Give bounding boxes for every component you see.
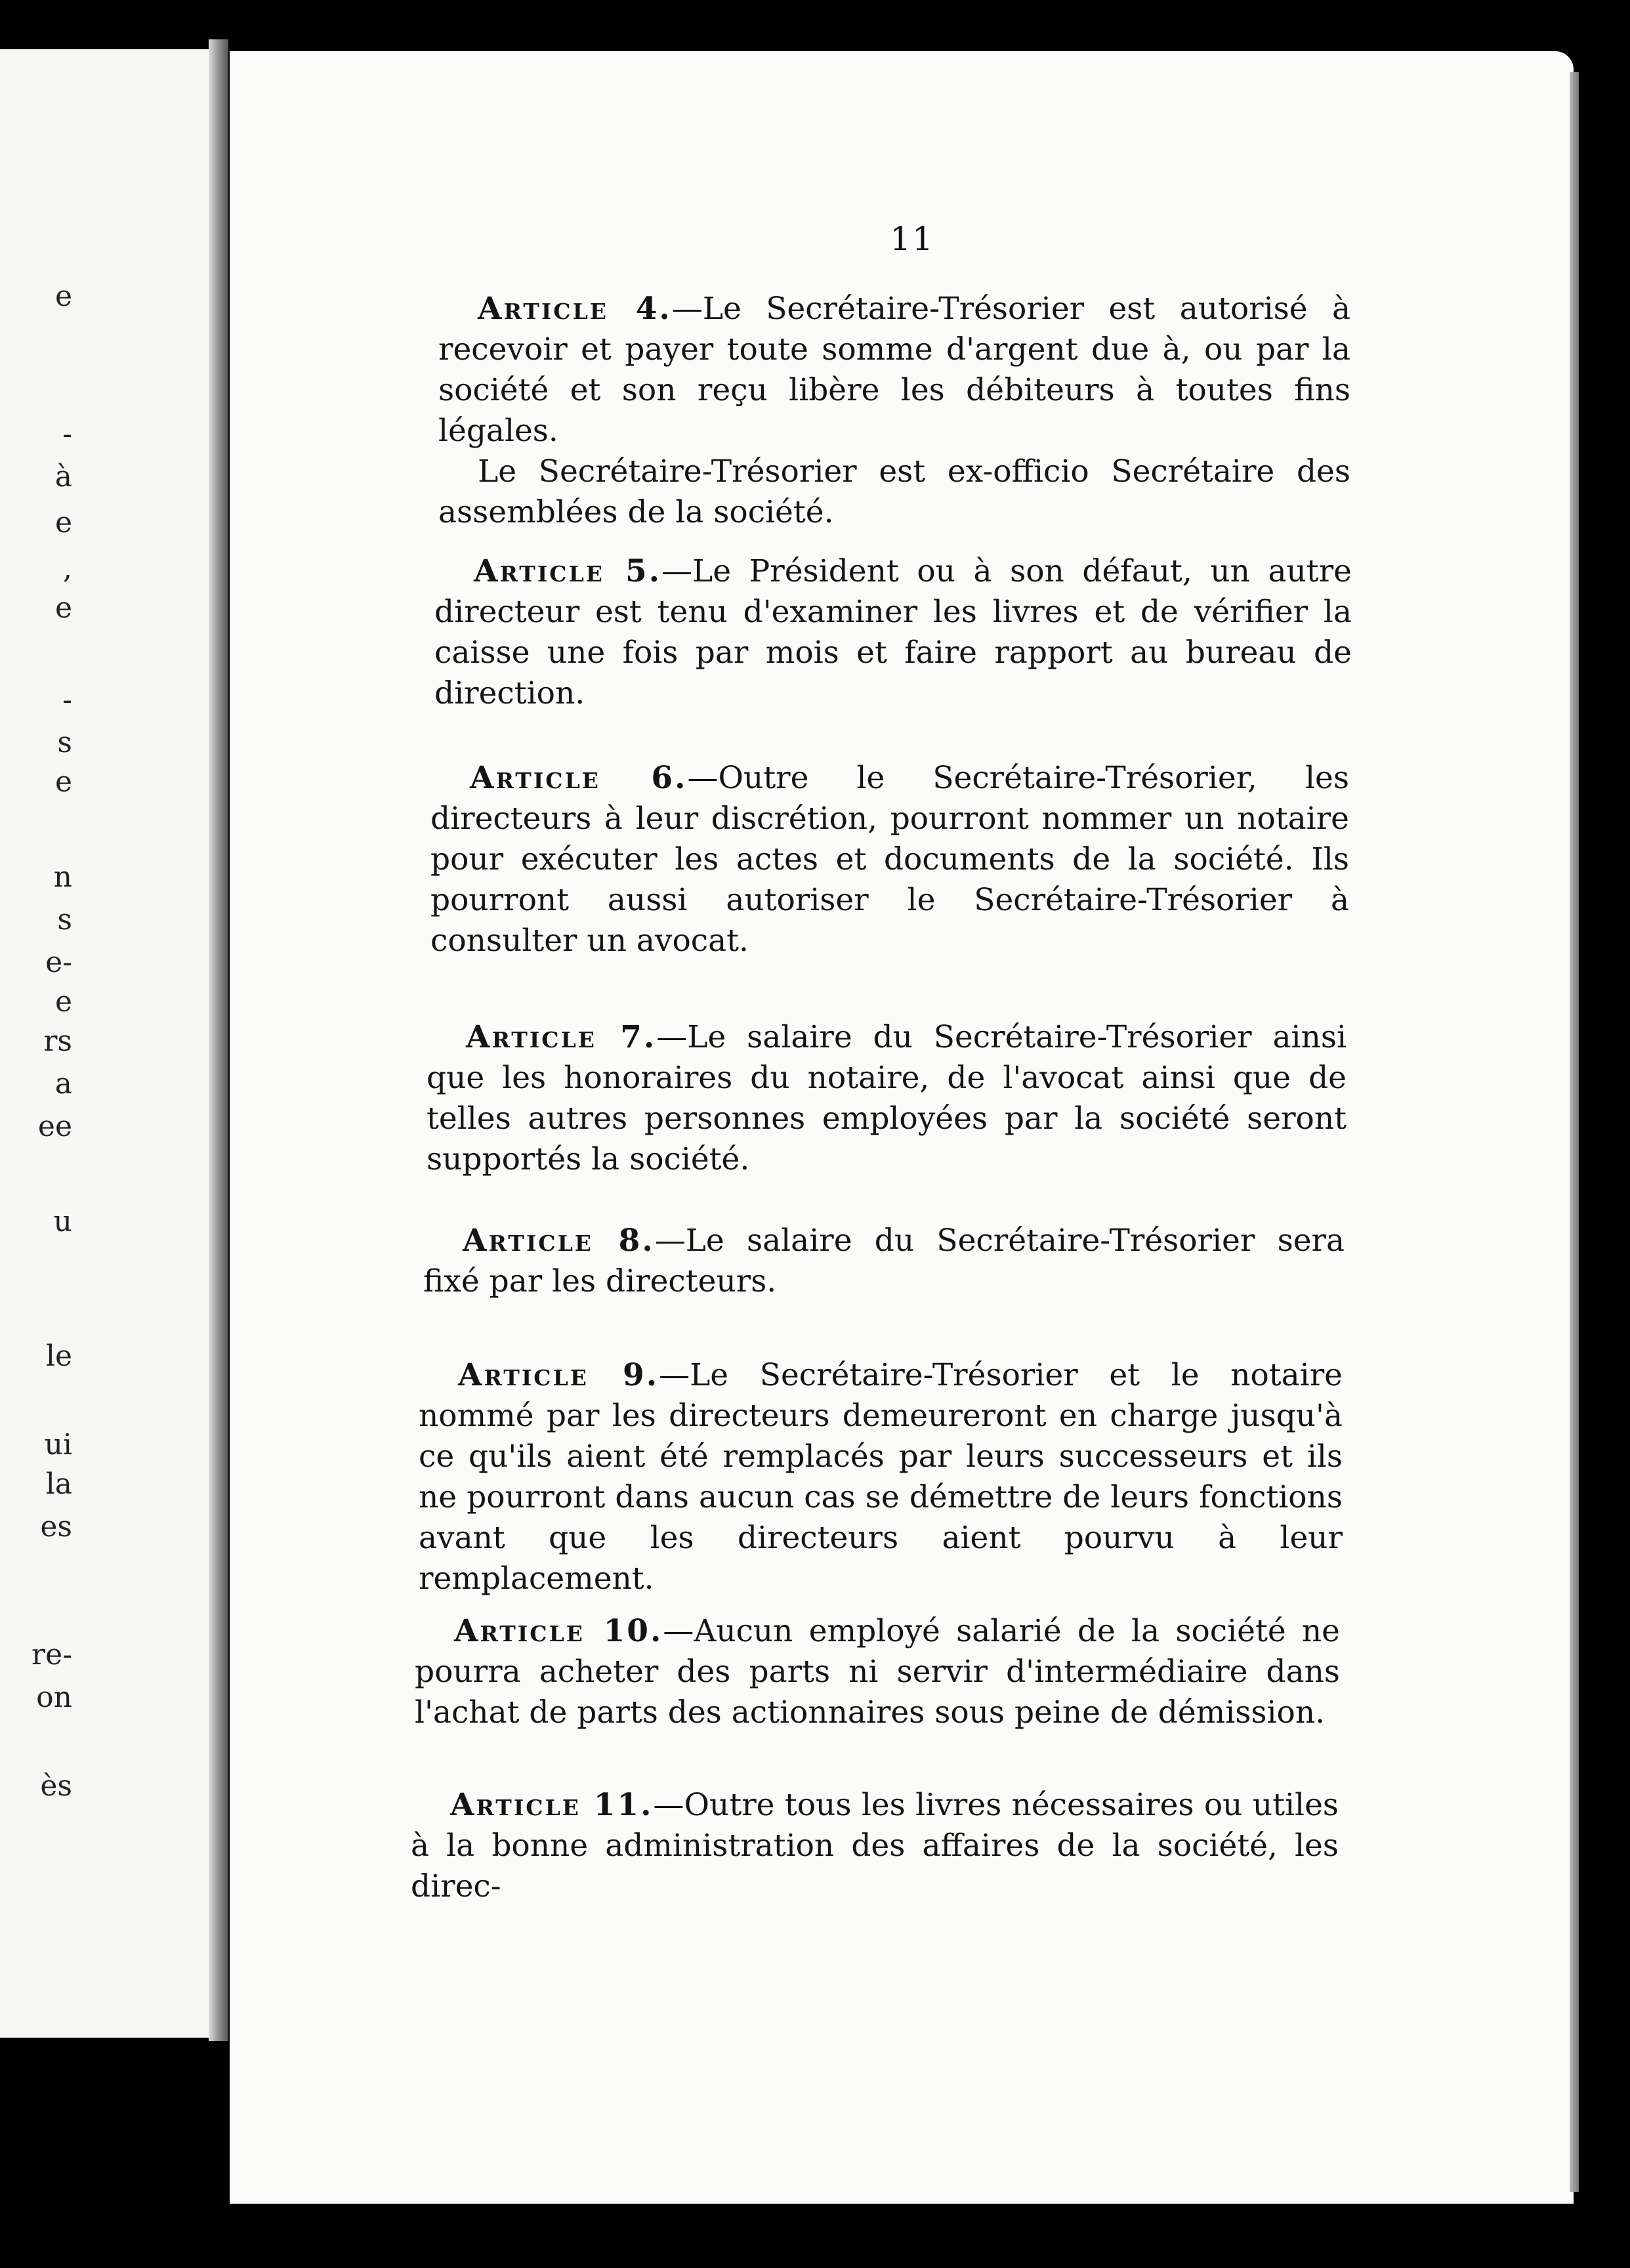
article-text: —Aucun employé salarié de la société ne pourra acheter des parts ni servir d'intermédiaire dans l'achat de parts des actionnaires sous peine de démission.	[415, 1613, 1340, 1731]
left-fragment: rs	[43, 1024, 72, 1058]
left-fragment: ui	[44, 1428, 72, 1461]
left-fragment: ès	[40, 1769, 72, 1803]
left-fragment: -	[62, 417, 72, 451]
article-label: Article 6.	[470, 760, 688, 796]
article-text: —Le Secrétaire-Trésorier est autorisé à recevoir et payer toute somme d'argent due à, ou par la société et son reçu libère les débiteurs à toutes fins légales.	[438, 291, 1351, 449]
left-fragment: ee	[37, 1110, 72, 1143]
left-fragment: on	[36, 1681, 72, 1714]
page-number: 11	[890, 220, 934, 258]
article-text-extra: Le Secrétaire-Trésorier est ex-officio Secrétaire des assemblées de la société.	[438, 453, 1350, 530]
article-text: —Le Président ou à son défaut, un autre directeur est tenu d'examiner les livres et de vérifier la caisse une fois par mois et faire rapport au bureau de direction.	[434, 553, 1352, 711]
left-fragment: à	[54, 460, 72, 494]
article-4	[438, 289, 1350, 533]
left-fragment: -	[62, 683, 72, 717]
article-8	[423, 1221, 1345, 1302]
left-fragment: e	[54, 765, 72, 799]
article-text: —Outre le Secrétaire-Trésorier, les directeurs à leur discrétion, pourront nommer un notaire pour exécuter les actes et documents de la société. Ils pourront aussi autoriser le Secrétaire-Trésorier à consulter un avocat.	[430, 760, 1349, 959]
article-label: Article 8.	[463, 1223, 655, 1259]
article-text: —Outre tous les livres nécessaires ou utiles à la bonne administration des affaires de la société, les direc-	[411, 1787, 1339, 1904]
article-10	[415, 1611, 1340, 1733]
article-7	[427, 1017, 1347, 1180]
left-fragment: es	[40, 1510, 72, 1544]
article-text: —Le salaire du Secrétaire-Trésorier ainsi que les honoraires du notaire, de l'avocat ainsi que de telles autres personnes employées par la société seront supportés la société.	[427, 1019, 1347, 1177]
article-label: Article 4.	[478, 291, 672, 327]
left-fragment: s	[57, 903, 72, 936]
left-fragment: le	[45, 1339, 72, 1373]
left-fragment: re-	[31, 1638, 72, 1671]
article-9	[419, 1355, 1343, 1599]
article-text: —Le Secrétaire-Trésorier et le notaire nommé par les directeurs demeureront en charge jusqu'à ce qu'ils aient été remplacés par leurs successeurs et ils ne pourront dans aucun cas se démettre de leurs fonctions avant que les directeurs aient pourvu à leur remplacement.	[419, 1357, 1343, 1597]
book-gutter	[209, 39, 228, 2041]
left-fragment: s	[57, 726, 72, 759]
article-label: Article 7.	[466, 1019, 657, 1055]
left-fragment: la	[45, 1467, 72, 1501]
article-11	[411, 1785, 1339, 1907]
left-fragment: e-	[45, 946, 72, 979]
left-fragment: e	[54, 591, 72, 625]
left-fragment: u	[53, 1205, 72, 1238]
left-fragment: a	[54, 1067, 72, 1101]
left-fragment: ,	[63, 552, 72, 585]
article-label: Article 11.	[450, 1787, 654, 1823]
article-label: Article 5.	[474, 553, 662, 589]
left-fragment: e	[54, 506, 72, 539]
page-edge	[1570, 72, 1579, 2192]
article-label: Article 10.	[454, 1613, 663, 1649]
left-page-fragments	[0, 0, 72, 2268]
left-fragment: e	[54, 985, 72, 1018]
article-text: —Le salaire du Secrétaire-Trésorier sera fixé par les directeurs.	[423, 1223, 1345, 1299]
article-6	[430, 758, 1349, 961]
left-fragment: n	[53, 860, 72, 894]
article-label: Article 9.	[458, 1357, 659, 1393]
article-5	[434, 551, 1352, 714]
left-fragment: e	[54, 280, 72, 313]
